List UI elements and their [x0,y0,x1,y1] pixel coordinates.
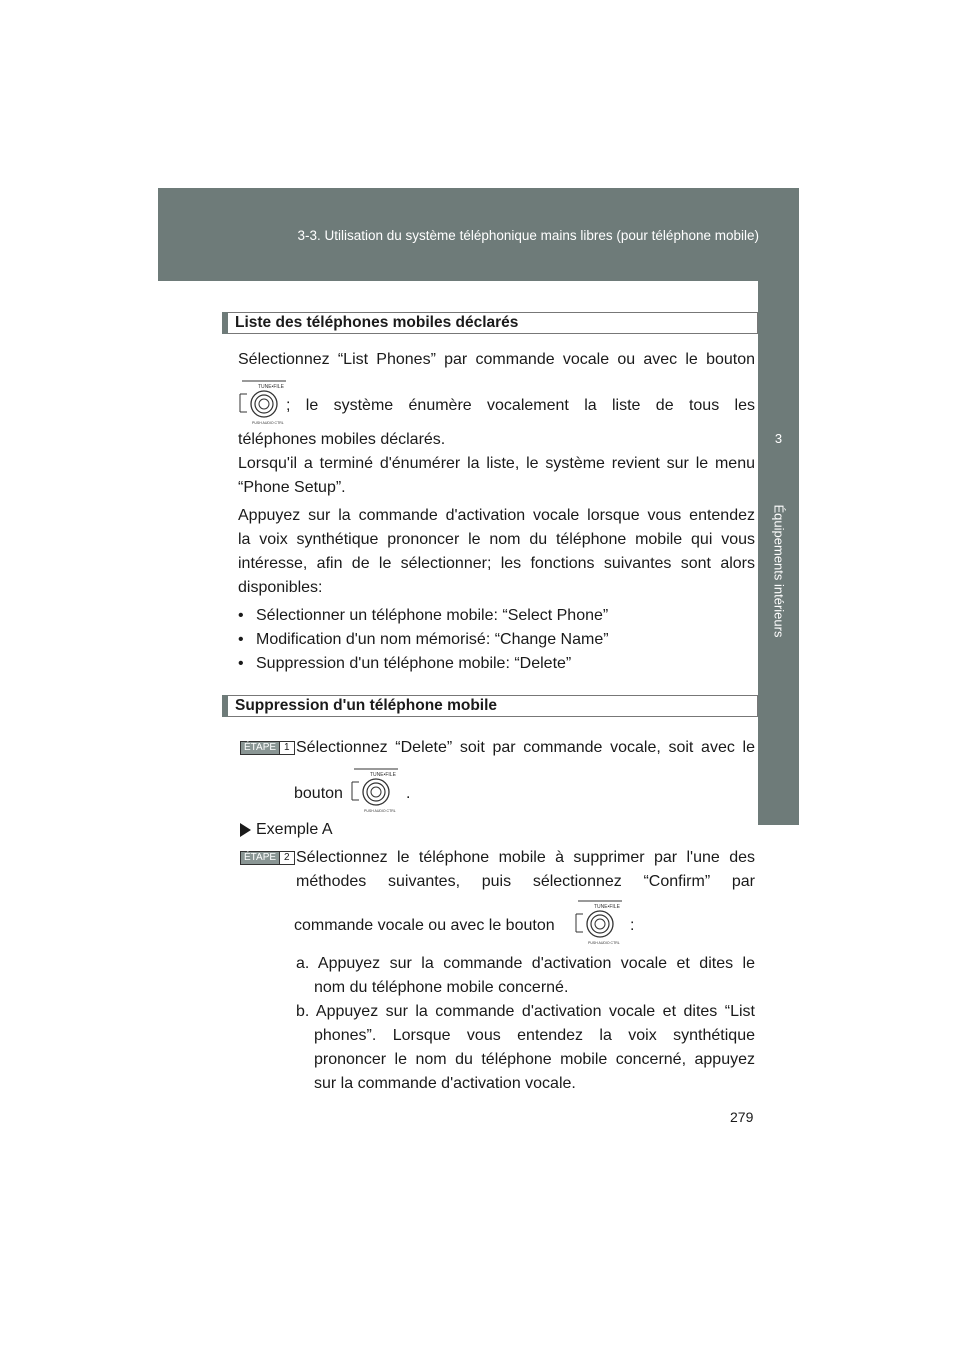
bullet-item: Suppression d'un téléphone mobile: “Delete” [256,655,572,672]
paragraph-line: Sélectionnez “List Phones” par commande vocale ou avec le bouton [238,351,755,368]
chapter-tab [758,281,799,825]
section-heading-delete-phone [222,695,758,717]
paragraph-line: Lorsqu'il a terminé d'énumérer la liste, le système revient sur le menu [238,455,755,472]
option-b-text: prononcer le nom du téléphone mobile concerné, appuyez [314,1051,755,1068]
step-text: . [406,785,411,802]
bullet-item: Modification d'un nom mémorisé: “Change Name” [256,631,609,648]
bullet-marker: • [238,631,244,648]
option-b-text: b. Appuyez sur la commande d'activation vocale et dites “List [296,1003,755,1020]
option-a-text: nom du téléphone mobile concerné. [314,979,569,996]
step-text: : [630,917,635,934]
page-number: 279 [730,1109,754,1125]
step-number: 1 [279,742,294,754]
knob-label-bottom: PUSH AUDIO CTRL [588,941,620,945]
knob-label-top: TUNE•FILE [594,904,620,910]
paragraph-line: disponibles: [238,579,323,596]
section-title: Liste des téléphones mobiles déclarés [235,314,519,331]
chapter-label: Équipements intérieurs [771,504,786,638]
option-b-text: sur la commande d'activation vocale. [314,1075,576,1092]
knob-label-top: TUNE•FILE [370,772,396,778]
option-a-text: a. Appuyez sur la commande d'activation vocale et dites le [296,955,755,972]
section-accent [222,695,228,717]
chapter-number: 3 [774,431,783,446]
knob-label-bottom: PUSH AUDIO CTRL [252,421,284,425]
option-b-text: phones”. Lorsque vous entendez la voix synthétique [314,1027,755,1044]
step-word: ÉTAPE [241,742,279,754]
paragraph-line: la voix synthétique prononcer le nom du téléphone mobile qui vous [238,531,755,548]
step-number: 2 [279,852,294,864]
page-header [158,188,799,281]
step-text: Sélectionnez “Delete” soit par commande vocale, soit avec le [296,739,755,756]
paragraph-line: intéresse, afin de le sélectionner; les fonctions suivantes sont alors [238,555,755,572]
bullet-marker: • [238,607,244,624]
section-accent [222,312,228,334]
step-badge-1 [240,741,295,755]
step-text: bouton [294,785,343,802]
paragraph-line: Appuyez sur la commande d'activation vocale lorsque vous entendez [238,507,755,524]
tune-knob-icon [238,378,288,426]
step-badge-2 [240,851,295,865]
knob-label-bottom: PUSH AUDIO CTRL [364,809,396,813]
step-text: Sélectionnez le téléphone mobile à supprimer par l'une des [296,849,755,866]
example-arrow-icon [240,823,251,837]
knob-label-top: TUNE•FILE [258,384,284,390]
section-heading-list-phones [222,312,758,334]
example-label: Exemple A [256,821,333,838]
step-text: commande vocale ou avec le bouton [294,917,555,934]
paragraph-line: “Phone Setup”. [238,479,346,496]
step-text: méthodes suivantes, puis sélectionnez “Confirm” par [296,873,755,890]
paragraph-line: ; le système énumère vocalement la liste de tous les [286,397,755,414]
header-title: 3-3. Utilisation du système téléphonique mains libres (pour téléphone mobile) [297,228,759,243]
tune-knob-icon [574,898,624,946]
tune-knob-icon [350,766,400,814]
bullet-marker: • [238,655,244,672]
paragraph-line: téléphones mobiles déclarés. [238,431,446,448]
step-word: ÉTAPE [241,852,279,864]
bullet-item: Sélectionner un téléphone mobile: “Select Phone” [256,607,609,624]
section-title: Suppression d'un téléphone mobile [235,697,498,714]
